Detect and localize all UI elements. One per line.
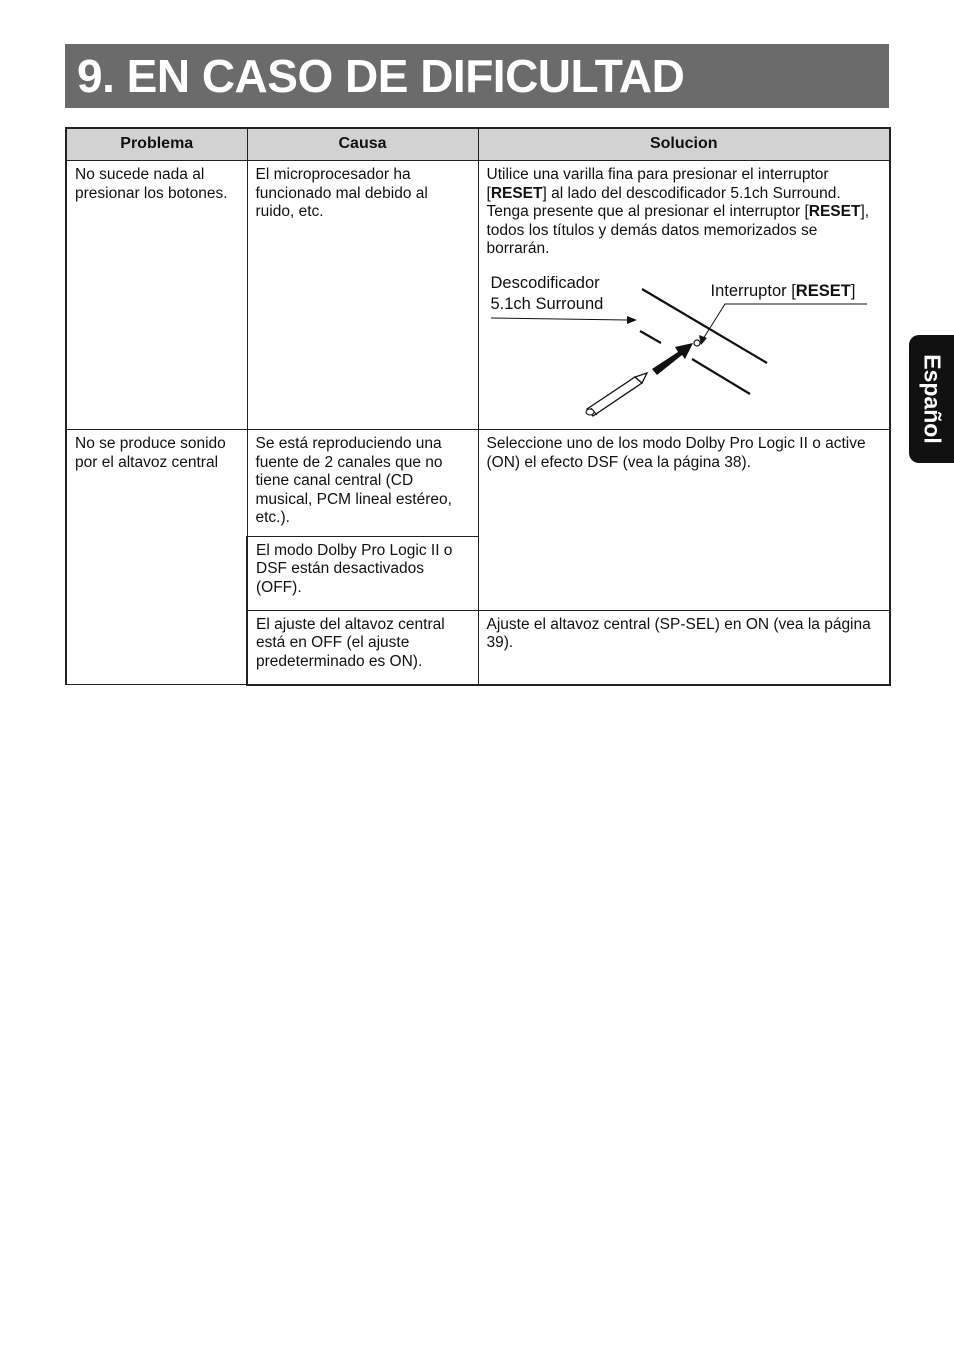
- push-arrow-icon: [652, 343, 693, 375]
- column-header-cause: Causa: [247, 128, 478, 161]
- reset-switch-illustration: [487, 269, 887, 419]
- solution-cell: [478, 161, 890, 430]
- solution-cell: Seleccione uno de los modo Dolby Pro Logic II o active (ON) el efecto DSF (vea la página 38).: [478, 430, 890, 611]
- reset-switch-icon: [694, 340, 700, 346]
- table-row: [66, 161, 890, 430]
- decoder-edge-short: [640, 331, 661, 343]
- reset-leader-line: [703, 304, 867, 339]
- decoder-label: Descodificador 5.1ch Surround: [490, 273, 604, 313]
- reset-switch-label: Interruptor [RESET]: [710, 281, 856, 300]
- table-row: [66, 430, 890, 537]
- language-tab: [909, 335, 954, 463]
- column-header-problem: Problema: [66, 128, 247, 161]
- decoder-leader-arrowhead: [627, 316, 637, 324]
- cause-cell: Se está reproduciendo una fuente de 2 canales que no tiene canal central (CD musical, PCM lineal estéreo, etc.).: [247, 430, 478, 537]
- cause-cell: El modo Dolby Pro Logic II o DSF están desactivados (OFF).: [247, 536, 478, 610]
- solution-text: Utilice una varilla fina para presionar el interruptor [RESET] al lado del descodificador 5.1ch Surround. Tenga presente que al presionar el interruptor [RESET], todos los títulos y demás datos memorizados se borrarán.: [486, 166, 870, 257]
- solution-cell: Ajuste el altavoz central (SP-SEL) en ON (vea la página 39).: [478, 610, 890, 685]
- column-header-solution: Solucion: [478, 128, 890, 161]
- page-title: 9. EN CASO DE DIFICULTAD: [77, 50, 685, 102]
- problem-cell: No sucede nada al presionar los botones.: [66, 161, 247, 430]
- language-tab-label: Español: [919, 354, 945, 444]
- cause-cell: El microprocesador ha funcionado mal debido al ruido, etc.: [247, 161, 478, 430]
- table-header-row: [66, 128, 890, 161]
- problem-cell: No se produce sonido por el altavoz central: [66, 430, 247, 685]
- troubleshooting-table: [65, 127, 891, 686]
- decoder-leader-line: [491, 318, 627, 320]
- section-title-bar: [65, 44, 889, 108]
- cause-cell: El ajuste del altavoz central está en OFF (el ajuste predeterminado es ON).: [247, 610, 478, 685]
- decoder-edge-bottom: [692, 359, 750, 394]
- pen-icon: [586, 373, 647, 416]
